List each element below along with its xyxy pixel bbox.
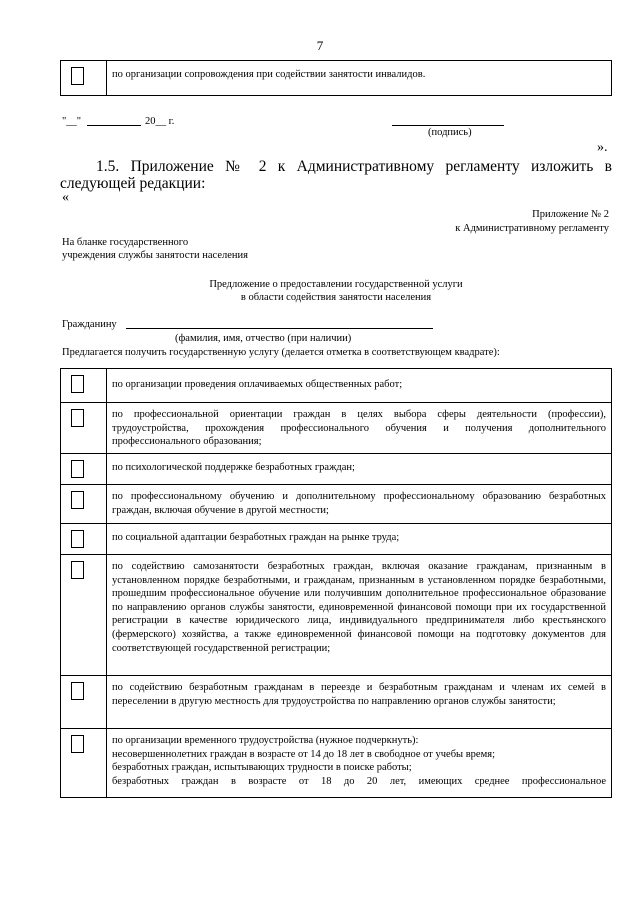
appendix-subtitle: к Административному регламенту bbox=[455, 223, 609, 234]
checkbox[interactable] bbox=[71, 682, 84, 700]
checkbox[interactable] bbox=[71, 491, 84, 509]
paragraph-1-5: 1.5. Приложение № 2 к Административному регламенту изложить в следующей редакции: bbox=[60, 158, 612, 192]
checkbox[interactable] bbox=[71, 561, 84, 579]
table-row bbox=[61, 369, 612, 403]
option-text: по психологической поддержке безработных граждан; bbox=[107, 454, 612, 485]
checkbox[interactable] bbox=[71, 409, 84, 427]
citizen-label: Гражданину bbox=[62, 319, 117, 330]
option-text: по содействию безработным гражданам в переезде и безработным гражданам и членам их семей в переселении в другую местность для трудоустройства по направлению органов службы занятости; bbox=[107, 676, 612, 729]
option-text: по профессиональному обучению и дополнительному профессиональному образованию безработных граждан, включая обучение в другой местности; bbox=[107, 485, 612, 524]
page-number: 7 bbox=[316, 38, 324, 53]
option-text: по социальной адаптации безработных граждан на рынке труда; bbox=[107, 524, 612, 555]
offer-text: Предлагается получить государственную услугу (делается отметка в соответствующем квадрате): bbox=[62, 347, 500, 358]
appendix-title: Приложение № 2 bbox=[532, 209, 609, 220]
table-row bbox=[61, 403, 612, 454]
table-row bbox=[61, 555, 612, 676]
temp-employment-line-1: по организации временного трудоустройства (нужное подчеркнуть): bbox=[112, 735, 419, 746]
citizen-caption: (фамилия, имя, отчество (при наличии) bbox=[175, 333, 352, 344]
letterhead-line-1: На бланке государственного bbox=[62, 237, 189, 248]
checkbox[interactable] bbox=[71, 460, 84, 478]
closing-quote: ». bbox=[597, 140, 608, 155]
options-table bbox=[60, 368, 612, 798]
option-text: по профессиональной ориентации граждан в целях выбора сферы деятельности (профессии), трудоустройства, прохождения профессионального обучения и получения дополнительного профессионального образования; bbox=[107, 403, 612, 454]
option-text: по организации проведения оплачиваемых общественных работ; bbox=[107, 369, 612, 403]
table-row bbox=[61, 454, 612, 485]
date-month-line bbox=[87, 125, 141, 126]
proposal-title-line-1: Предложение о предоставлении государственной услуги bbox=[209, 279, 463, 290]
table-row bbox=[61, 485, 612, 524]
letterhead-line-2: учреждения службы занятости населения bbox=[62, 250, 248, 261]
temp-employment-line-3: безработных граждан, испытывающих трудности в поиске работы; bbox=[112, 762, 412, 774]
table-row bbox=[61, 61, 612, 96]
top-options-table bbox=[60, 60, 612, 96]
date-year: 20__ г. bbox=[145, 116, 175, 127]
checkbox[interactable] bbox=[71, 67, 84, 85]
temp-employment-line-4: безработных граждан в возрасте от 18 до 20 лет, имеющих среднее профессиональное bbox=[112, 775, 606, 787]
table-row bbox=[61, 524, 612, 555]
option-text: по содействию самозанятости безработных граждан, включая оказание гражданам, признанным в установленном порядке безработными, и гражданам, признанным в установленном порядке безработными, прошедшим профессиональное обучение или получившим дополнительное профессиональное образование по направлению органов службы занятости, единовременной финансовой помощи при их государственной регистрации в качестве юридического лица, индивидуального предпринимателя либо крестьянского (фермерского) хозяйства, а также единовременной финансовой помощи на подготовку документов для соответствующей государственной регистрации; bbox=[107, 555, 612, 676]
option-text: по организации сопровождения при содействии занятости инвалидов. bbox=[107, 61, 612, 96]
signature-caption: (подпись) bbox=[428, 127, 472, 138]
checkbox[interactable] bbox=[71, 530, 84, 548]
table-row bbox=[61, 729, 612, 798]
checkbox[interactable] bbox=[71, 375, 84, 393]
option-text-temporary-employment bbox=[107, 729, 612, 798]
checkbox[interactable] bbox=[71, 735, 84, 753]
proposal-title-line-2: в области содействия занятости населения bbox=[240, 292, 432, 303]
temp-employment-line-2: несовершеннолетних граждан в возрасте от 14 до 18 лет в свободное от учебы время; bbox=[112, 748, 495, 760]
citizen-name-line bbox=[126, 328, 433, 329]
opening-quote: « bbox=[62, 190, 69, 205]
date-quote: "__" bbox=[62, 116, 82, 127]
table-row bbox=[61, 676, 612, 729]
